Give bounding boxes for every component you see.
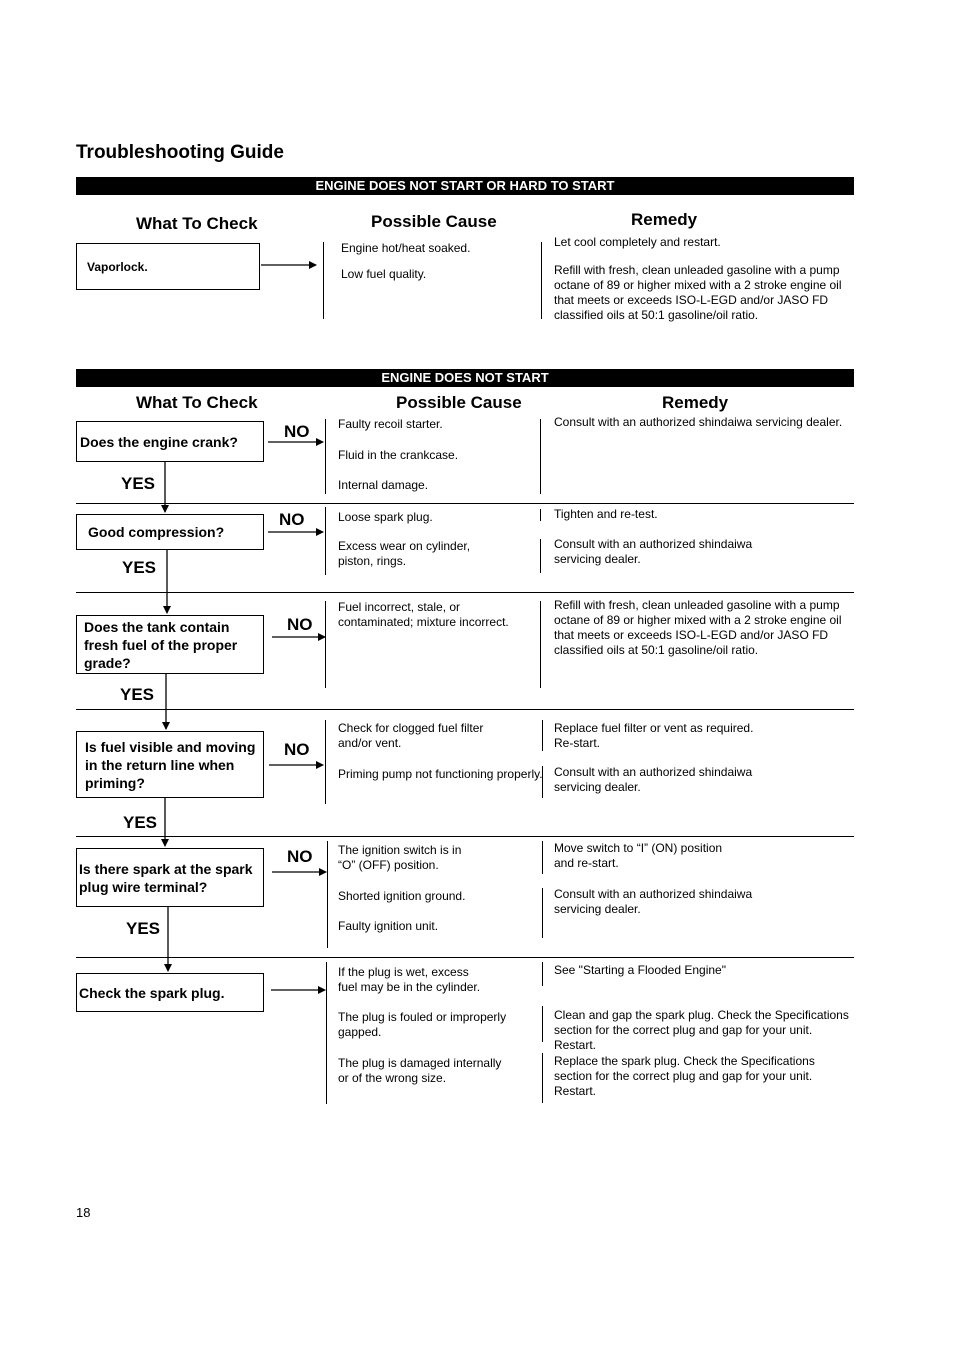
remedy-text: See "Starting a Flooded Engine" xyxy=(554,963,726,977)
remedy-text: Refill with fresh, clean unleaded gasoline with a pump octane of 89 or higher mixed with a 2 stroke engine oil that meets or exceeds ISO-L-EGD and/or JASO FD classified oils at 50:1 gasoline/oil ratio. xyxy=(554,263,842,322)
remedy-text: Consult with an authorized shindaiwa servicing dealer. xyxy=(554,887,753,916)
cause-text: Faulty recoil starter. xyxy=(338,417,443,431)
cause-text: Low fuel quality. xyxy=(341,267,427,281)
section-banner-hard-start: ENGINE DOES NOT START OR HARD TO START xyxy=(76,177,854,195)
cause-text: Fluid in the crankcase. xyxy=(338,448,459,462)
remedy-text: Replace the spark plug. Check the Specifications section for the correct plug and gap for your unit. Restart. xyxy=(554,1054,815,1098)
cause-text: Internal damage. xyxy=(338,478,429,492)
remedy-text: Tighten and re-test. xyxy=(554,507,658,521)
yes-label: YES xyxy=(122,558,157,577)
check-text: Check the spark plug. xyxy=(79,984,225,1001)
remedy-text: Refill with fresh, clean unleaded gasoline with a pump octane of 89 or higher mixed with a 2 stroke engine oil that meets or exceeds ISO-L-EGD and/or JASO FD classified oils at 50:1 gasoline/oil ratio. xyxy=(554,598,842,657)
cause-text: Engine hot/heat soaked. xyxy=(341,241,471,255)
col-header-check: What To Check xyxy=(136,393,258,412)
no-label: NO xyxy=(279,510,305,529)
no-label: NO xyxy=(284,740,310,759)
no-label: NO xyxy=(287,615,313,634)
cause-text: The plug is fouled or improperly gapped. xyxy=(338,1010,507,1039)
col-header-remedy: Remedy xyxy=(662,393,729,412)
yes-label: YES xyxy=(123,813,158,832)
remedy-text: Move switch to “I” (ON) position and re-start. xyxy=(554,841,723,870)
check-text: Is fuel visible and moving in the return line when priming? xyxy=(85,738,256,791)
check-text: Does the engine crank? xyxy=(80,433,238,450)
cause-text: The ignition switch is in “O” (OFF) position. xyxy=(338,843,462,872)
col-header-check: What To Check xyxy=(136,214,258,233)
cause-text: Excess wear on cylinder, piston, rings. xyxy=(338,539,471,568)
no-label: NO xyxy=(287,847,313,866)
remedy-text: Replace fuel filter or vent as required. Re-start. xyxy=(554,721,754,750)
remedy-text: Consult with an authorized shindaiwa servicing dealer. xyxy=(554,765,753,794)
yes-label: YES xyxy=(121,474,156,493)
page-number: 18 xyxy=(76,1205,91,1220)
check-text: Does the tank contain fresh fuel of the proper grade? xyxy=(84,618,238,671)
cause-text: The plug is damaged internally or of the wrong size. xyxy=(338,1056,502,1085)
yes-label: YES xyxy=(120,685,155,704)
yes-label: YES xyxy=(126,919,161,938)
cause-text: Faulty ignition unit. xyxy=(338,919,439,933)
cause-text: If the plug is wet, excess fuel may be in the cylinder. xyxy=(338,965,481,994)
check-text: Is there spark at the spark plug wire terminal? xyxy=(79,860,253,895)
col-header-cause: Possible Cause xyxy=(371,212,497,231)
col-header-remedy: Remedy xyxy=(631,210,698,229)
check-text: Good compression? xyxy=(88,524,225,540)
remedy-text: Consult with an authorized shindaiwa servicing dealer. xyxy=(554,415,843,429)
col-header-cause: Possible Cause xyxy=(396,393,522,412)
section-banner-no-start: ENGINE DOES NOT START xyxy=(76,369,854,387)
cause-text: Shorted ignition ground. xyxy=(338,889,466,903)
page-title: Troubleshooting Guide xyxy=(76,142,284,163)
check-text: Vaporlock. xyxy=(87,259,148,274)
cause-text: Fuel incorrect, stale, or contaminated; mixture incorrect. xyxy=(338,600,509,629)
cause-text: Priming pump not functioning properly. xyxy=(338,767,543,781)
remedy-text: Consult with an authorized shindaiwa servicing dealer. xyxy=(554,537,753,566)
cause-text: Loose spark plug. xyxy=(338,510,433,524)
no-label: NO xyxy=(284,422,310,441)
remedy-text: Clean and gap the spark plug. Check the Specifications section for the correct plug and gap for your unit. Restart. xyxy=(554,1008,849,1052)
remedy-text: Let cool completely and restart. xyxy=(554,235,721,249)
cause-text: Check for clogged fuel filter and/or vent. xyxy=(338,721,484,750)
